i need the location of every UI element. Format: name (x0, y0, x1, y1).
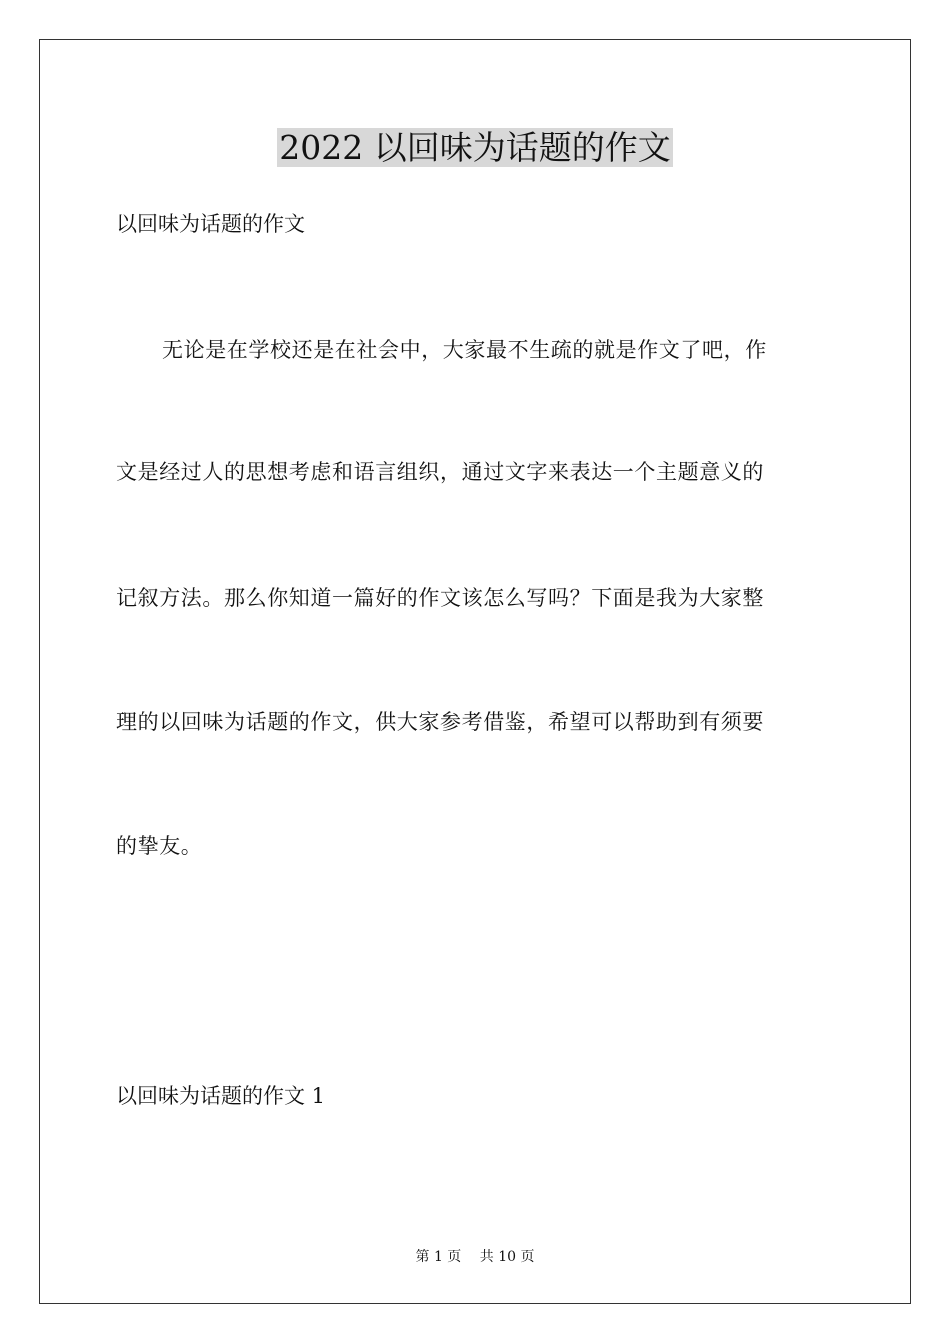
document-subtitle: 以回味为话题的作文 (116, 212, 305, 236)
page-footer (0, 1247, 950, 1267)
paragraph-line-5: 的挚友。 (116, 834, 203, 858)
paragraph-line-1: 无论是在学校还是在社会中，大家最不生疏的就是作文了吧，作 (162, 338, 767, 362)
section-heading: 以回味为话题的作文 1 (116, 1084, 326, 1108)
paragraph-line-2: 文是经过人的思想考虑和语言组织，通过文字来表达一个主题意义的 (116, 460, 764, 484)
document-title (0, 126, 950, 170)
paragraph-line-3: 记叙方法。那么你知道一篇好的作文该怎么写吗？下面是我为大家整 (116, 586, 764, 610)
page-total: 共 10 页 (479, 1249, 535, 1265)
paragraph-line-4: 理的以回味为话题的作文，供大家参考借鉴，希望可以帮助到有须要 (116, 710, 764, 734)
page-number: 第 1 页 (415, 1249, 462, 1265)
document-title-text: 2022 以回味为话题的作文 (279, 128, 671, 167)
